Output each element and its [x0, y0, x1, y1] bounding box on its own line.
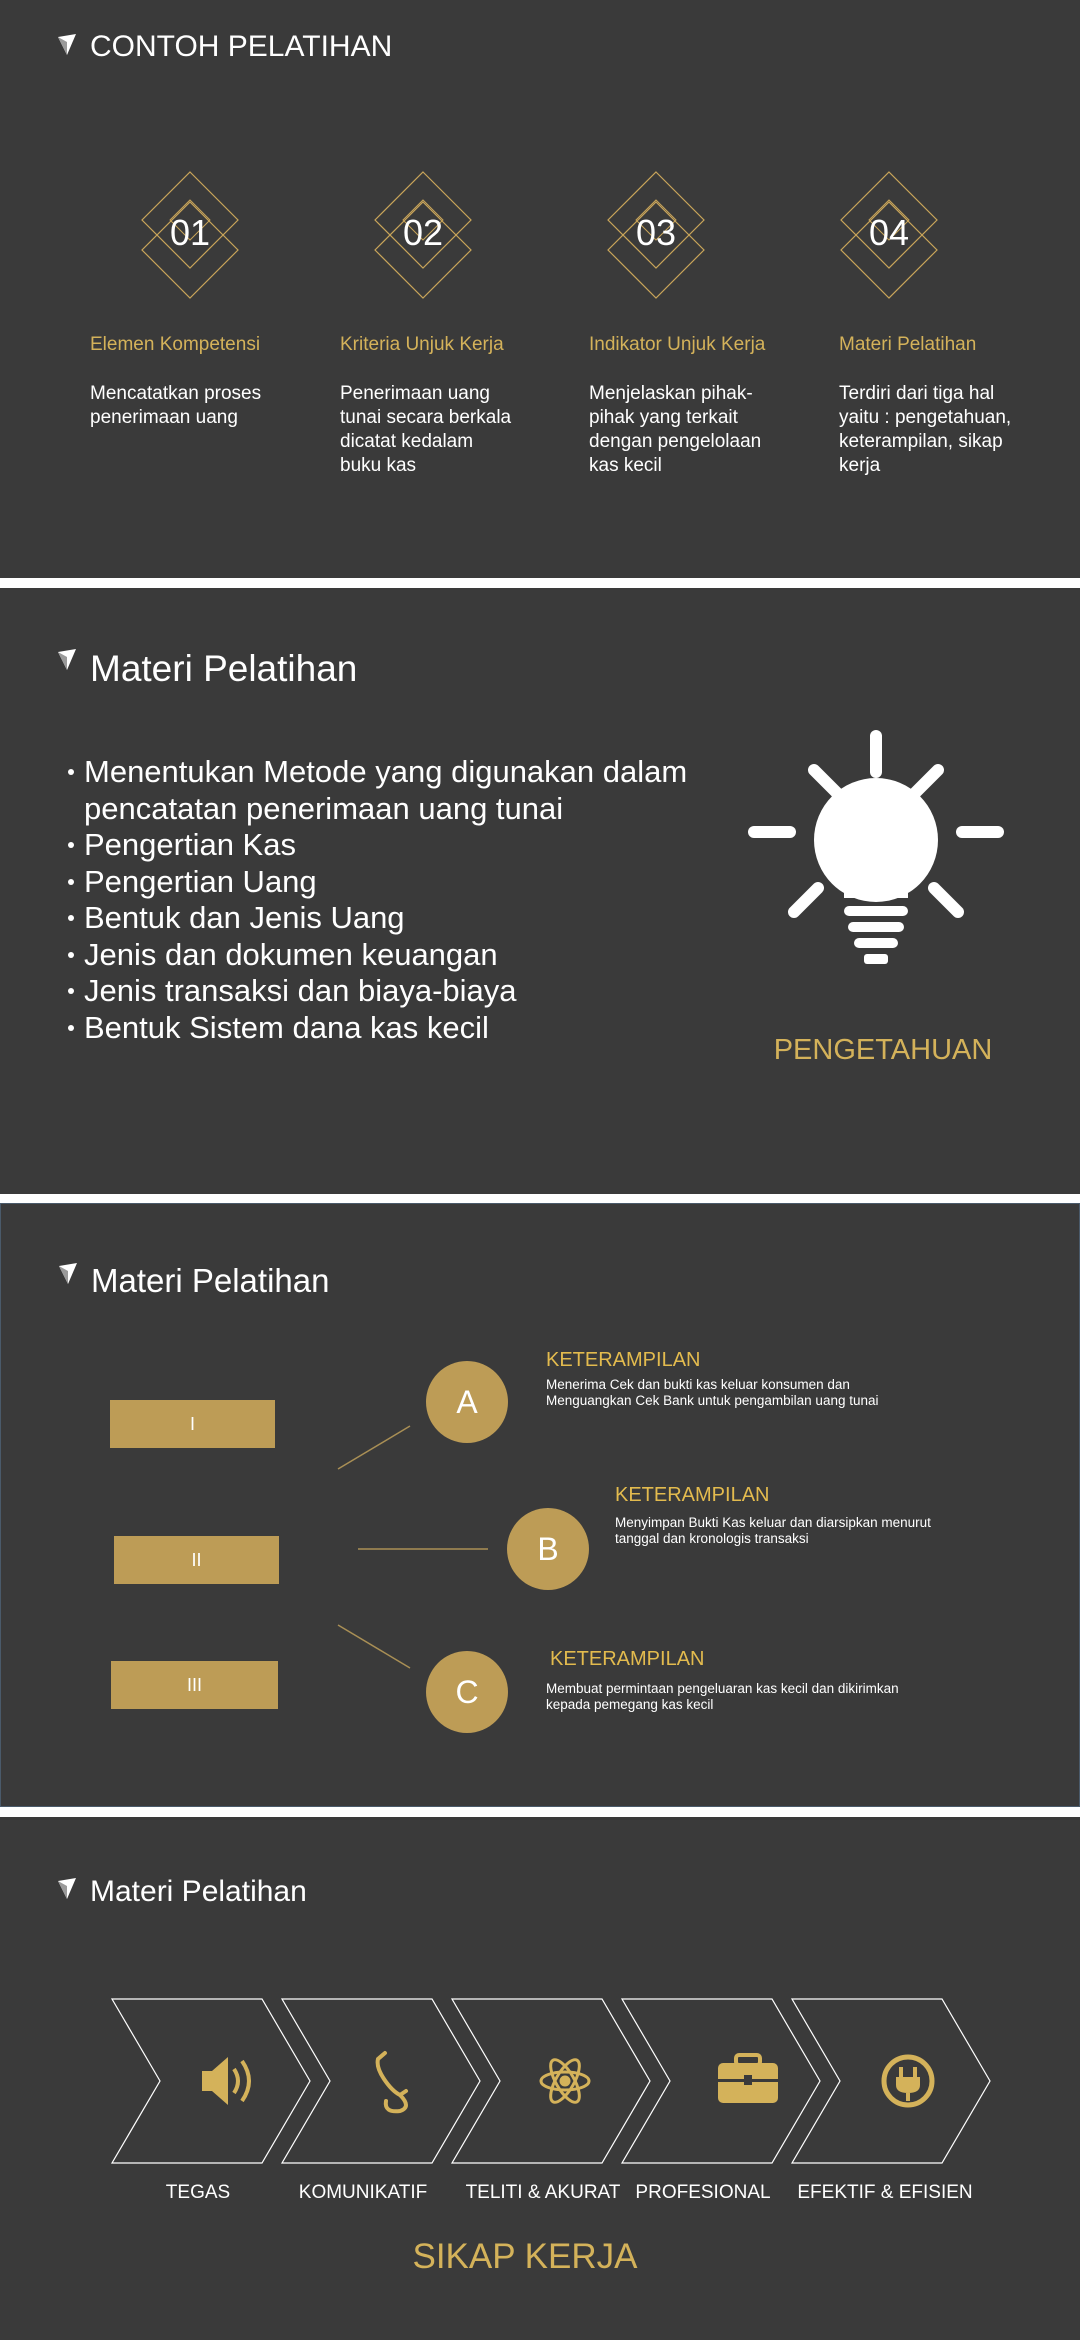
briefcase-icon	[718, 2055, 778, 2103]
bullet-item: Bentuk Sistem dana kas kecil	[66, 1010, 687, 1047]
bullet-item: Pengertian Uang	[66, 864, 687, 901]
slide-keterampilan	[0, 1203, 1080, 1807]
column-text: Terdiri dari tiga hal yaitu : pengetahuan, keterampilan, sikap kerja	[839, 383, 1012, 476]
cursor-arrow-icon	[56, 1877, 78, 1901]
column-text: Mencatatkan proses penerimaan uang	[90, 383, 262, 428]
step-number: 04	[868, 212, 910, 253]
attribute-label: EFEKTIF & EFISIEN	[797, 2182, 973, 2203]
badge-b: B	[507, 1508, 589, 1590]
caption-pengetahuan: PENGETAHUAN	[773, 1034, 993, 1066]
attribute-label: TEGAS	[165, 2182, 231, 2203]
badge-a: A	[426, 1361, 508, 1443]
skill-text: Menerima Cek dan bukti kas keluar konsumen dan Menguangkan Cek Bank untuk pengambilan uang tunai	[546, 1377, 879, 1408]
badge-c: C	[426, 1651, 508, 1733]
bullet-item: Jenis transaksi dan biaya-biaya	[66, 973, 687, 1010]
slide-title: CONTOH PELATIHAN	[90, 30, 393, 63]
attribute-label: TELITI & AKURAT	[465, 2182, 621, 2203]
cursor-arrow-icon	[56, 33, 78, 57]
skill-heading: KETERAMPILAN	[550, 1648, 705, 1670]
attribute-label: PROFESIONAL	[635, 2182, 771, 2203]
bullet-item: Bentuk dan Jenis Uang	[66, 900, 687, 937]
number-badge-1	[140, 170, 240, 300]
chevron-shape	[452, 1999, 650, 2163]
chevron-shape	[792, 1999, 990, 2163]
step-number: 03	[635, 212, 677, 253]
slide-title: Materi Pelatihan	[90, 1875, 307, 1908]
roman-bar-2: II	[114, 1536, 279, 1584]
column-heading: Kriteria Unjuk Kerja	[340, 334, 504, 355]
phone-icon	[378, 2053, 406, 2111]
column-text: Menjelaskan pihak- pihak yang terkait dengan pengelolaan kas kecil	[589, 383, 762, 476]
slide-pengetahuan	[0, 588, 1080, 1194]
column-heading: Materi Pelatihan	[839, 334, 977, 355]
bullet-list	[66, 754, 687, 1046]
number-badge-2	[373, 170, 473, 300]
power-plug-icon	[884, 2057, 932, 2105]
connector-lines	[1, 1204, 1079, 1806]
slide-title: Materi Pelatihan	[90, 648, 358, 689]
bullet-item: Jenis dan dokumen keuangan	[66, 937, 687, 974]
slide-title: Materi Pelatihan	[91, 1262, 330, 1299]
cursor-arrow-icon	[56, 648, 78, 672]
column-heading: Indikator Unjuk Kerja	[589, 334, 766, 355]
step-number: 01	[169, 212, 211, 253]
number-badge-4	[839, 170, 939, 300]
chevron-shape	[282, 1999, 480, 2163]
atom-icon	[541, 2056, 589, 2107]
skill-text: Menyimpan Bukti Kas keluar dan diarsipkan menurut tanggal dan kronologis transaksi	[615, 1515, 931, 1546]
slide-contoh-pelatihan	[0, 0, 1080, 578]
skill-heading: KETERAMPILAN	[615, 1484, 770, 1506]
bullet-item-continuation: pencatatan penerimaan uang tunai	[84, 790, 564, 826]
slide-sikap-kerja	[0, 1817, 1080, 2340]
roman-bar-3: III	[111, 1661, 278, 1709]
chevron-process	[100, 1997, 1000, 2167]
column-text: Penerimaan uang tunai secara berkala dicatat kedalam buku kas	[340, 383, 512, 476]
attribute-label: KOMUNIKATIF	[298, 2182, 428, 2203]
caption-sikap-kerja: SIKAP KERJA	[412, 2237, 638, 2276]
bullet-item: Pengertian Kas	[66, 827, 687, 864]
number-badge-3	[606, 170, 706, 300]
column-heading: Elemen Kompetensi	[90, 334, 261, 355]
lightbulb-icon	[748, 728, 1004, 988]
skill-heading: KETERAMPILAN	[546, 1349, 701, 1371]
bullet-item: Menentukan Metode yang digunakan dalam	[66, 754, 687, 791]
skill-text: Membuat permintaan pengeluaran kas kecil dan dikirimkan kepada pemegang kas kecil	[546, 1681, 899, 1712]
step-number: 02	[402, 212, 444, 253]
roman-bar-1: I	[110, 1400, 275, 1448]
speaker-icon	[202, 2057, 249, 2105]
